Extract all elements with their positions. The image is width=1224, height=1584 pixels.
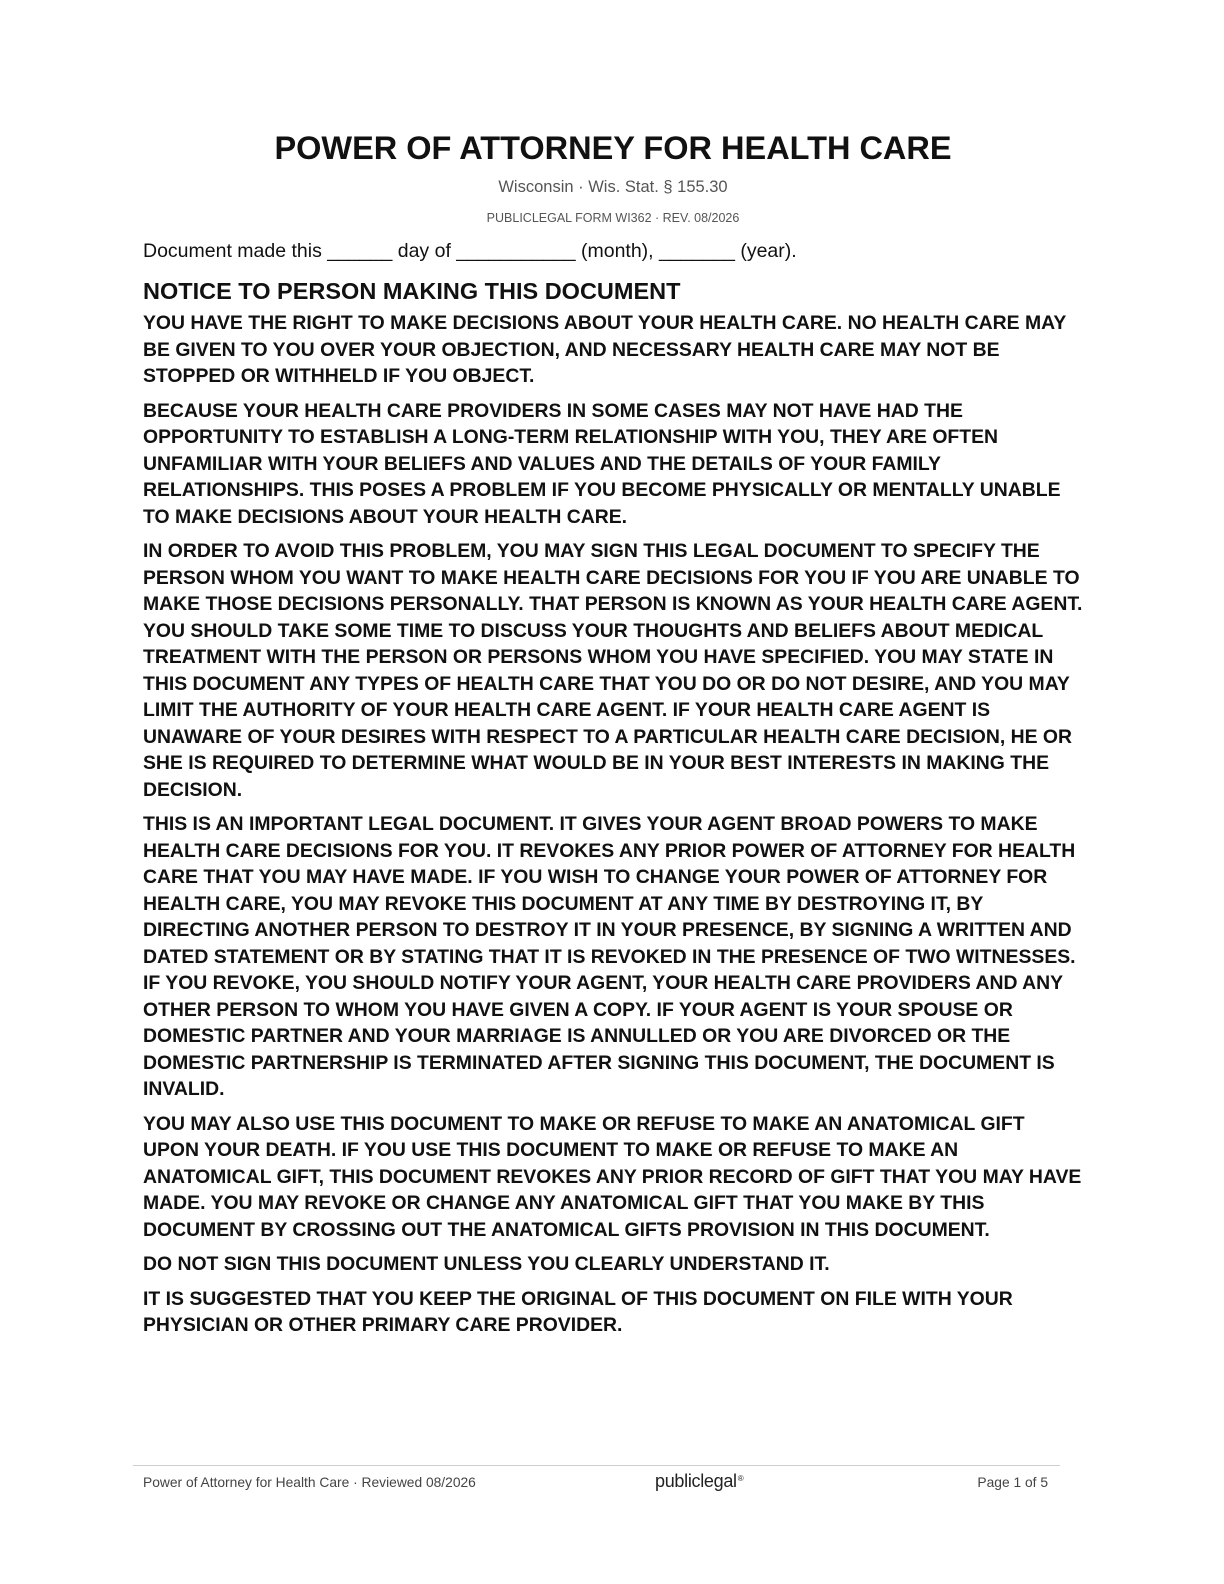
notice-paragraph: BECAUSE YOUR HEALTH CARE PROVIDERS IN SOME CASES MAY NOT HAVE HAD THE OPPORTUNITY TO ESTABLISH A LONG-TERM RELATIONSHIP WITH YOU, THEY ARE OFTEN UNFAMILIAR WITH YOUR BELIEFS AND VALUES AND THE DETAILS OF YOUR FAMILY RELATIONSHIPS. THIS POSES A PROBLEM IF YOU BECOME PHYSICALLY OR MENTALLY UNABLE TO MAKE DECISIONS ABOUT YOUR HEALTH CARE. xyxy=(143,399,1061,528)
notice-heading: NOTICE TO PERSON MAKING THIS DOCUMENT xyxy=(143,278,681,304)
document-subtitle: Wisconsin · Wis. Stat. § 155.30 xyxy=(498,178,728,196)
notice-paragraph: IN ORDER TO AVOID THIS PROBLEM, YOU MAY SIGN THIS LEGAL DOCUMENT TO SPECIFY THE PERSON WHOM YOU WANT TO MAKE HEALTH CARE DECISIONS FOR YOU IF YOU ARE UNABLE TO MAKE THOSE DECISIONS PERSONALLY. THAT PERSON IS KNOWN AS YOUR HEALTH CARE AGENT. YOU SHOULD TAKE SOME TIME TO DISCUSS YOUR THOUGHTS AND BELIEFS ABOUT MEDICAL TREATMENT WITH THE PERSON OR PERSONS WHOM YOU HAVE SPECIFIED. YOU MAY STATE IN THIS DOCUMENT ANY TYPES OF HEALTH CARE THAT YOU DO OR DO NOT DESIRE, AND YOU MAY LIMIT THE AUTHORITY OF YOUR HEALTH CARE AGENT. IF YOUR HEALTH CARE AGENT IS UNAWARE OF YOUR DESIRES WITH RESPECT TO A PARTICULAR HEALTH CARE DECISION, HE OR SHE IS REQUIRED TO DETERMINE WHAT WOULD BE IN YOUR BEST INTERESTS IN MAKING THE DECISION. xyxy=(143,540,1083,801)
notice-paragraph: DO NOT SIGN THIS DOCUMENT UNLESS YOU CLEARLY UNDERSTAND IT. xyxy=(143,1253,830,1275)
logo-text: publiclegal xyxy=(655,1471,737,1491)
publiclegal-logo xyxy=(655,1470,743,1492)
trademark-mark: ® xyxy=(737,1474,744,1483)
document-title: POWER OF ATTORNEY FOR HEALTH CARE xyxy=(274,130,952,166)
footer-document-info: Power of Attorney for Health Care · Reviewed 08/2026 xyxy=(143,1475,476,1490)
document-date-line: Document made this ______ day of ___________ (month), _______ (year). xyxy=(143,240,797,262)
notice-body xyxy=(143,310,1083,1347)
notice-paragraph: YOU MAY ALSO USE THIS DOCUMENT TO MAKE OR REFUSE TO MAKE AN ANATOMICAL GIFT UPON YOUR DEATH. IF YOU USE THIS DOCUMENT TO MAKE OR REFUSE TO MAKE AN ANATOMICAL GIFT, THIS DOCUMENT REVOKES ANY PRIOR RECORD OF GIFT THAT YOU MAY HAVE MADE. YOU MAY REVOKE OR CHANGE ANY ANATOMICAL GIFT THAT YOU MAKE BY THIS DOCUMENT BY CROSSING OUT THE ANATOMICAL GIFTS PROVISION IN THIS DOCUMENT. xyxy=(143,1112,1082,1241)
notice-paragraph: THIS IS AN IMPORTANT LEGAL DOCUMENT. IT GIVES YOUR AGENT BROAD POWERS TO MAKE HEALTH CARE DECISIONS FOR YOU. IT REVOKES ANY PRIOR POWER OF ATTORNEY FOR HEALTH CARE THAT YOU MAY HAVE MADE. IF YOU WISH TO CHANGE YOUR POWER OF ATTORNEY FOR HEALTH CARE, YOU MAY REVOKE THIS DOCUMENT AT ANY TIME BY DESTROYING IT, BY DIRECTING ANOTHER PERSON TO DESTROY IT IN YOUR PRESENCE, BY SIGNING A WRITTEN AND DATED STATEMENT OR BY STATING THAT IT IS REVOKED IN THE PRESENCE OF TWO WITNESSES. IF YOU REVOKE, YOU SHOULD NOTIFY YOUR AGENT, YOUR HEALTH CARE PROVIDERS AND ANY OTHER PERSON TO WHOM YOU HAVE GIVEN A COPY. IF YOUR AGENT IS YOUR SPOUSE OR DOMESTIC PARTNER AND YOUR MARRIAGE IS ANNULLED OR YOU ARE DIVORCED OR THE DOMESTIC PARTNERSHIP IS TERMINATED AFTER SIGNING THIS DOCUMENT, THE DOCUMENT IS INVALID. xyxy=(143,813,1076,1100)
footer-divider xyxy=(133,1465,1060,1466)
form-number-line: PUBLICLEGAL FORM WI362 · REV. 08/2026 xyxy=(486,211,740,225)
notice-paragraph: YOU HAVE THE RIGHT TO MAKE DECISIONS ABOUT YOUR HEALTH CARE. NO HEALTH CARE MAY BE GIVEN TO YOU OVER YOUR OBJECTION, AND NECESSARY HEALTH CARE MAY NOT BE STOPPED OR WITHHELD IF YOU OBJECT. xyxy=(143,312,1066,387)
page-number: Page 1 of 5 xyxy=(977,1475,1048,1490)
notice-paragraph: IT IS SUGGESTED THAT YOU KEEP THE ORIGINAL OF THIS DOCUMENT ON FILE WITH YOUR PHYSICIAN OR OTHER PRIMARY CARE PROVIDER. xyxy=(143,1287,1013,1336)
